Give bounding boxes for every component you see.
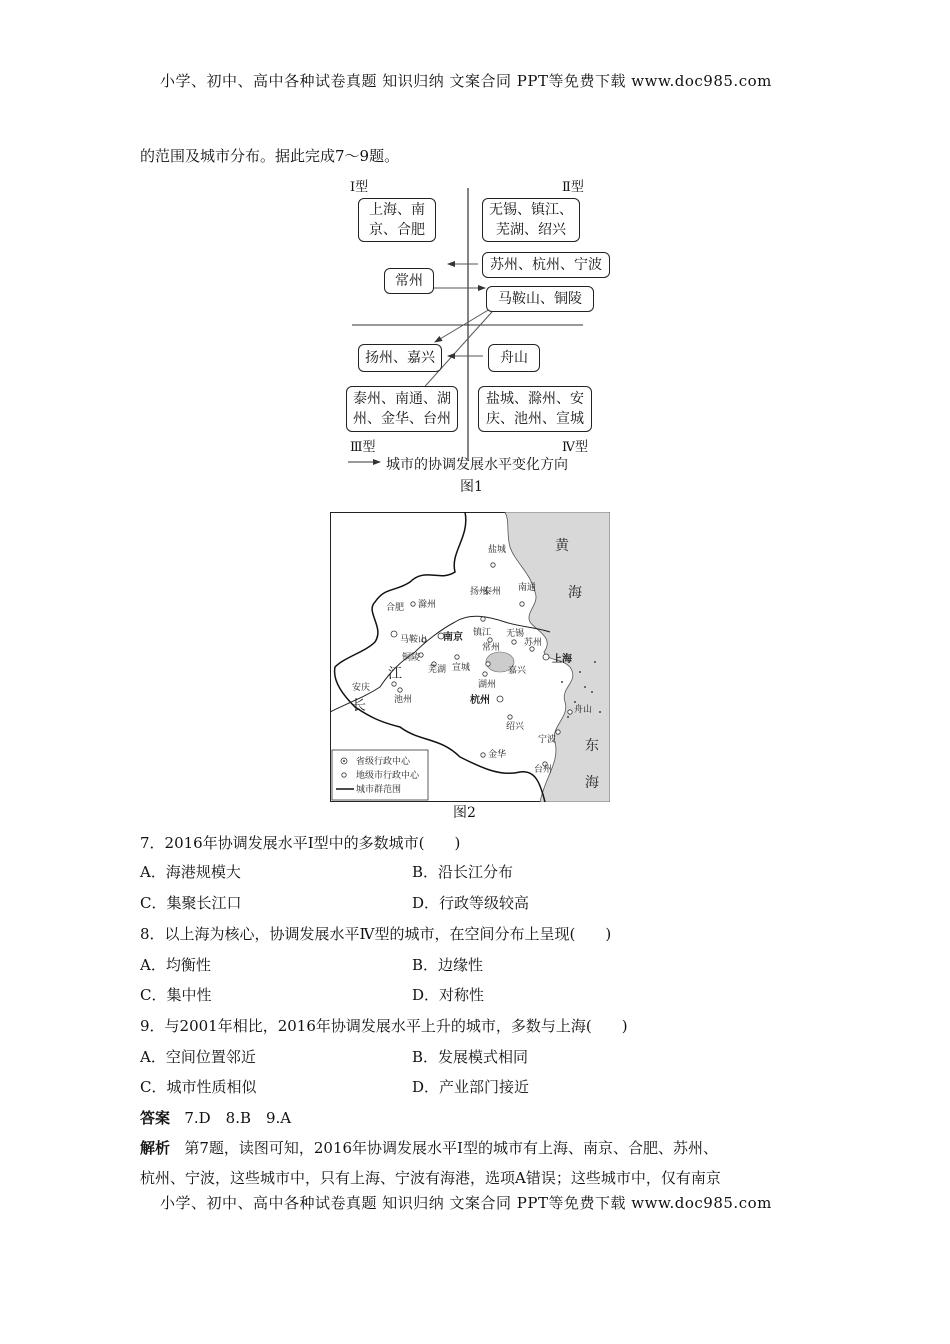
legend-prefecture-marker: [342, 773, 346, 777]
city-label-suzhou: 苏州: [524, 638, 543, 648]
city-label-changzhou: 常州: [482, 643, 501, 653]
figure-1-legend: 城市的协调发展水平变化方向: [386, 457, 568, 473]
box-yancheng-chuzhou-anqing-chizhou-xuancheng: 盐城、滁州、安 庆、池州、宣城: [478, 386, 592, 432]
city-label-chizhou: 池州: [394, 695, 413, 705]
answer-label: 答案: [140, 1109, 171, 1127]
sea-label-dong: 东: [585, 738, 599, 754]
analysis-label: 解析: [140, 1139, 171, 1157]
box-suzhou-hangzhou-ningbo: 苏州、杭州、宁波: [482, 252, 610, 278]
question-9-option-c: C．城市性质相似: [140, 1078, 257, 1096]
city-label-zhoushan: 舟山: [574, 705, 593, 715]
city-label-nanjing: 南京: [443, 632, 463, 643]
sea-label-huang: 黄: [555, 538, 569, 554]
sea-label-hai2: 海: [585, 775, 599, 791]
city-label-chuzhou: 滁州: [418, 600, 437, 610]
question-7-stem: 7．2016年协调发展水平Ⅰ型中的多数城市( ): [140, 834, 461, 852]
city-label-taizhou2: 台州: [534, 765, 553, 775]
page-footer: 小学、初中、高中各种试卷真题 知识归纳 文案合同 PPT等免费下载 www.doc985.com: [160, 1194, 772, 1212]
city-label-zhenjiang: 镇江: [473, 628, 492, 638]
figure-2-map: [330, 512, 610, 802]
answer-text: 7.D 8.B 9.A: [184, 1109, 292, 1127]
box-maanshan-tongling: 马鞍山、铜陵: [486, 286, 594, 312]
question-7-option-d: D．行政等级较高: [412, 894, 530, 912]
city-label-yangzhou: 扬州: [470, 587, 489, 597]
river-label-jiang: 江: [388, 666, 402, 682]
city-label-nantong: 南通: [518, 583, 537, 593]
box-shanghai-nanjing-hefei: 上海、南 京、合肥: [358, 198, 436, 242]
question-8-stem: 8．以上海为核心，协调发展水平Ⅳ型的城市，在空间分布上呈现( ): [140, 925, 612, 943]
intro-text: 的范围及城市分布。据此完成7～9题。: [140, 147, 400, 165]
city-label-huzhou: 湖州: [478, 680, 497, 690]
analysis-line-1: [140, 1137, 718, 1158]
type-IV-label: Ⅳ型: [562, 440, 588, 455]
type-III-label: Ⅲ型: [350, 440, 376, 455]
type-II-label: Ⅱ型: [562, 180, 584, 195]
city-label-maanshan: 马鞍山: [400, 635, 428, 645]
city-label-taizhou: 泰州: [483, 587, 502, 597]
page-header: 小学、初中、高中各种试卷真题 知识归纳 文案合同 PPT等免费下载 www.doc985.com: [160, 72, 772, 90]
question-8-option-a: A．均衡性: [140, 956, 211, 974]
city-label-ningbo: 宁波: [538, 735, 557, 745]
question-9-option-a: A．空间位置邻近: [140, 1048, 256, 1066]
city-label-hangzhou: 杭州: [470, 695, 490, 706]
question-7-option-a: A．海港规模大: [140, 863, 241, 881]
question-9-option-b: B．发展模式相同: [412, 1048, 529, 1066]
city-label-yancheng: 盐城: [488, 545, 507, 555]
question-8-option-d: D．对称性: [412, 986, 485, 1004]
city-label-tongling: 铜陵: [402, 653, 421, 663]
city-label-shanghai: 上海: [552, 654, 572, 665]
answer-line: [140, 1107, 291, 1128]
question-9-option-d: D．产业部门接近: [412, 1078, 530, 1096]
box-changzhou: 常州: [384, 268, 434, 294]
city-label-wuhu: 芜湖: [428, 665, 447, 675]
legend-boundary: 城市群范围: [356, 785, 402, 795]
figure-1: [340, 170, 640, 500]
box-wuxi-zhenjiang-wuhu-shaoxing: 无锡、镇江、 芜湖、绍兴: [482, 198, 580, 242]
city-label-wuxi: 无锡: [506, 629, 525, 639]
city-label-anqing: 安庆: [352, 683, 371, 693]
figure-1-caption: 图1: [460, 479, 483, 495]
city-label-shaoxing: 绍兴: [506, 722, 525, 732]
sea-label-hai1: 海: [568, 585, 582, 601]
legend-prefecture: 地级市行政中心: [356, 771, 420, 781]
city-label-xuancheng: 宣城: [452, 663, 471, 673]
question-8-option-c: C．集中性: [140, 986, 212, 1004]
analysis-text-1: 第7题，读图可知，2016年协调发展水平Ⅰ型的城市有上海、南京、合肥、苏州、: [184, 1139, 718, 1157]
legend-provincial: 省级行政中心: [356, 757, 411, 767]
map-svg: [330, 512, 610, 802]
analysis-line-2: 杭州、宁波，这些城市中，只有上海、宁波有海港，选项A错误；这些城市中，仅有南京: [140, 1169, 721, 1187]
figure-2-caption: 图2: [453, 805, 476, 821]
box-zhoushan: 舟山: [488, 344, 540, 372]
arrow-maanshan-to-yangzhou: [435, 306, 495, 342]
city-label-jinhua: 金华: [488, 750, 507, 760]
question-7-option-c: C．集聚长江口: [140, 894, 242, 912]
city-label-jiaxing: 嘉兴: [508, 666, 527, 676]
question-8-option-b: B．边缘性: [412, 956, 484, 974]
question-9-stem: 9．与2001年相比，2016年协调发展水平上升的城市，多数与上海( ): [140, 1017, 628, 1035]
box-taizhou-nantong-huzhou-jinhua-taizhou: 泰州、南通、湖 州、金华、台州: [346, 386, 458, 432]
river-label-chang: 长: [352, 698, 366, 714]
question-7-option-b: B．沿长江分布: [412, 863, 514, 881]
box-yangzhou-jiaxing: 扬州、嘉兴: [358, 344, 442, 372]
type-I-label: Ⅰ型: [350, 180, 369, 195]
city-label-hefei: 合肥: [386, 603, 405, 613]
